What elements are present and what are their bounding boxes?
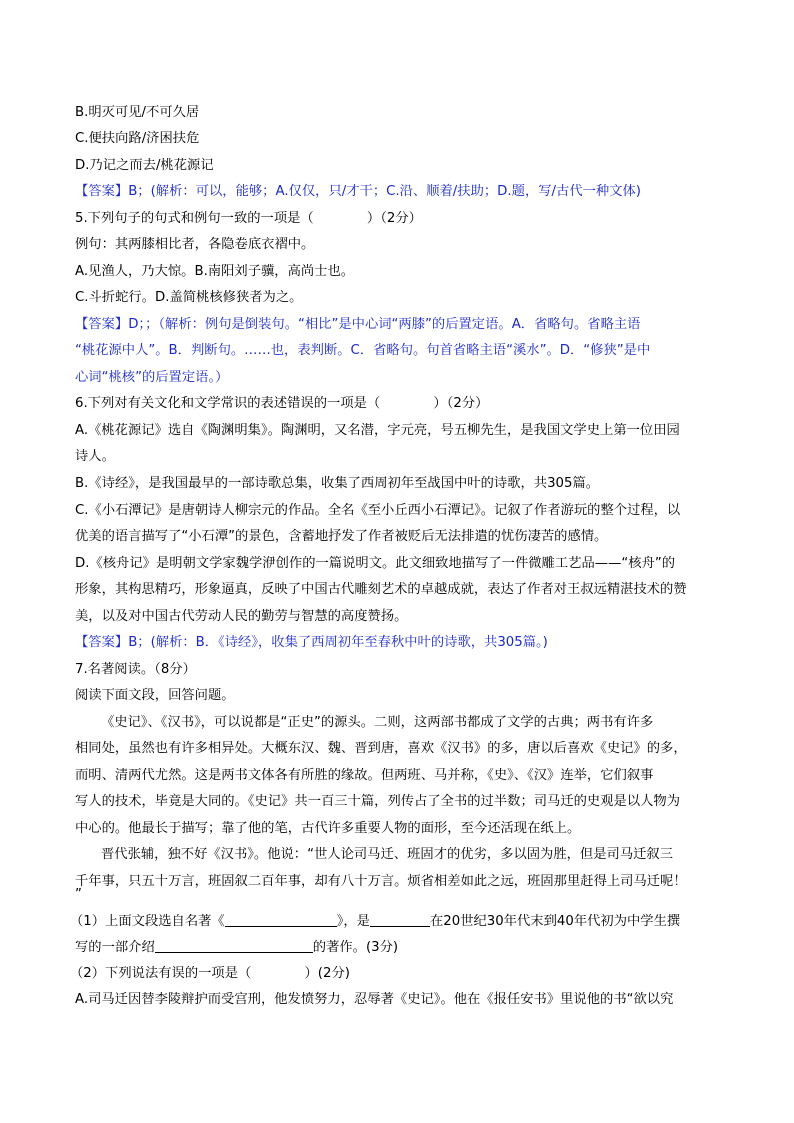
q7-stem: 7.名著阅读。（8分） <box>75 662 196 677</box>
answer-tag: 【答案】 <box>75 317 129 332</box>
q7-intro: 阅读下面文段，回答问题。 <box>75 688 235 703</box>
q6-option-c-cont: 优美的语言描写了“小石潭”的景色，含蓄地抒发了作者被贬后无法排遣的忧伤凄苦的感情。 <box>75 529 608 544</box>
q5-options-cd: C.斗折蛇行。D.盖简桃核修狭者为之。 <box>75 290 303 305</box>
q7-passage-p1-cont: 相同处，虽然也有许多相异处。大概东汉、魏、晋到唐，喜欢《汉书》的多，唐以后喜欢《史记》的多， <box>75 741 687 756</box>
q4-option-c: C.便扶向路/济困扶危 <box>75 131 200 146</box>
q6-answer: B；(解析：B．《诗经》，收集了西周初年至春秋中叶的诗歌，共305篇。) <box>128 635 548 650</box>
q6-answer-line <box>75 634 725 652</box>
q4-answer: B；(解析：可以，能够；A.仅仅，只/才干；C.沿、顺着/扶助；D.题，写/古代一种文体) <box>128 184 641 199</box>
q6-stem: 6.下列对有关文化和文学常识的表述错误的一项是（ ）（2分） <box>75 396 489 411</box>
q5-answer-line <box>75 316 725 334</box>
q6-option-d: D.《核舟记》是明朝文学家魏学洢创作的一篇说明文。此文细致地描写了一件微雕工艺品——“核舟”的 <box>75 556 676 571</box>
q7-sub1-line1: （1）上面文段选自名著《 》，是 在20世纪30年代末到40年代初为中学生撰 <box>70 914 681 929</box>
q6-option-d-cont: 形象，其构思精巧，形象逼真，反映了中国古代雕刻艺术的卓越成就，表达了作者对王叔远精湛技术的赞 <box>75 582 687 597</box>
q7-sub2-option-a: A.司马迁因替李陵辩护而受宫刑，他发愤努力，忍辱著《史记》。他在《报任安书》里说他的书“欲以究 <box>75 992 674 1007</box>
q6-option-a: A.《桃花源记》选自《陶渊明集》。陶渊明，又名潜，字元亮，号五柳先生，是我国文学史上第一位田园 <box>75 423 680 438</box>
q4-option-d: D.乃记之而去/桃花源记 <box>75 158 214 173</box>
q5-options-ab: A.见渔人，乃大惊。B.南阳刘子骥，高尚士也。 <box>75 264 355 279</box>
q5-example: 例句：其两膝相比者，各隐卷底衣褶中。 <box>75 237 315 252</box>
q4-answer-line <box>75 183 725 201</box>
q5-answer-cont: “桃花源中人”。B．判断句。……也，表判断。C．省略句。句首省略主语“溪水”。D．“修狭”是中 <box>75 343 651 358</box>
q7-passage-p2-cont: ” <box>75 887 82 902</box>
q6-option-d-cont: 美，以及对中国古代劳动人民的勤劳与智慧的高度赞扬。 <box>75 609 408 624</box>
q7-sub2-stem: （2）下列说法有误的一项是（ ）(2分) <box>70 966 350 981</box>
q6-option-c: C.《小石潭记》是唐朝诗人柳宗元的作品。全名《至小丘西小石潭记》。记叙了作者游玩的整个过程，以 <box>75 503 681 518</box>
q5-answer: D；；（解析：例句是倒装句。“相比”是中心词“两膝”的后置定语。A．省略句。省略主语 <box>128 317 641 332</box>
answer-tag: 【答案】 <box>75 184 129 199</box>
q5-stem: 5.下列句子的句式和例句一致的一项是（ ）（2分） <box>75 211 422 226</box>
q7-passage-p1: 《史记》、《汉书》，可以说都是“正史”的源头。二则，这两部书都成了文学的古典；两书有许多 <box>101 715 654 730</box>
q7-passage-p1-cont: 而明、清两代尤然。这是两书文体各有所胜的缘故。但两班、马并称，《史》、《汉》连举，它们叙事 <box>75 768 654 783</box>
q4-option-b: B.明灭可见/不可久居 <box>75 105 200 120</box>
q7-passage-p1-cont: 写人的技术，毕竟是大同的。《史记》共一百三十篇，列传占了全书的过半数；司马迁的史观是以人物为 <box>75 794 681 809</box>
q6-option-b: B.《诗经》，是我国最早的一部诗歌总集，收集了西周初年至战国中叶的诗歌，共305篇。 <box>75 476 600 491</box>
q7-passage-p1-cont: 中心的。他最长于描写；靠了他的笔，古代许多重要人物的面形，至今还活现在纸上。 <box>75 821 581 836</box>
q7-sub1-line2: 写的一部介绍 的著作。(3分) <box>75 940 399 955</box>
answer-tag: 【答案】 <box>75 635 129 650</box>
author-blank[interactable] <box>370 912 430 927</box>
q7-passage-p2: 晋代张辅，独不好《汉书》。他说：“世人论司马迁、班固才的优劣，多以固为胜，但是司马迁叙三 <box>101 847 674 862</box>
q6-option-a-cont: 诗人。 <box>75 449 115 464</box>
q5-answer-cont: 心词“桃核”的后置定语。） <box>75 370 229 385</box>
book-title-blank[interactable] <box>225 912 337 927</box>
topic-blank[interactable] <box>155 938 313 953</box>
q7-passage-p2-cont: 千年事，只五十万言，班固叙二百年事，却有八十万言。烦省相差如此之远，班固那里赶得上司马迁呢！ <box>75 874 687 889</box>
